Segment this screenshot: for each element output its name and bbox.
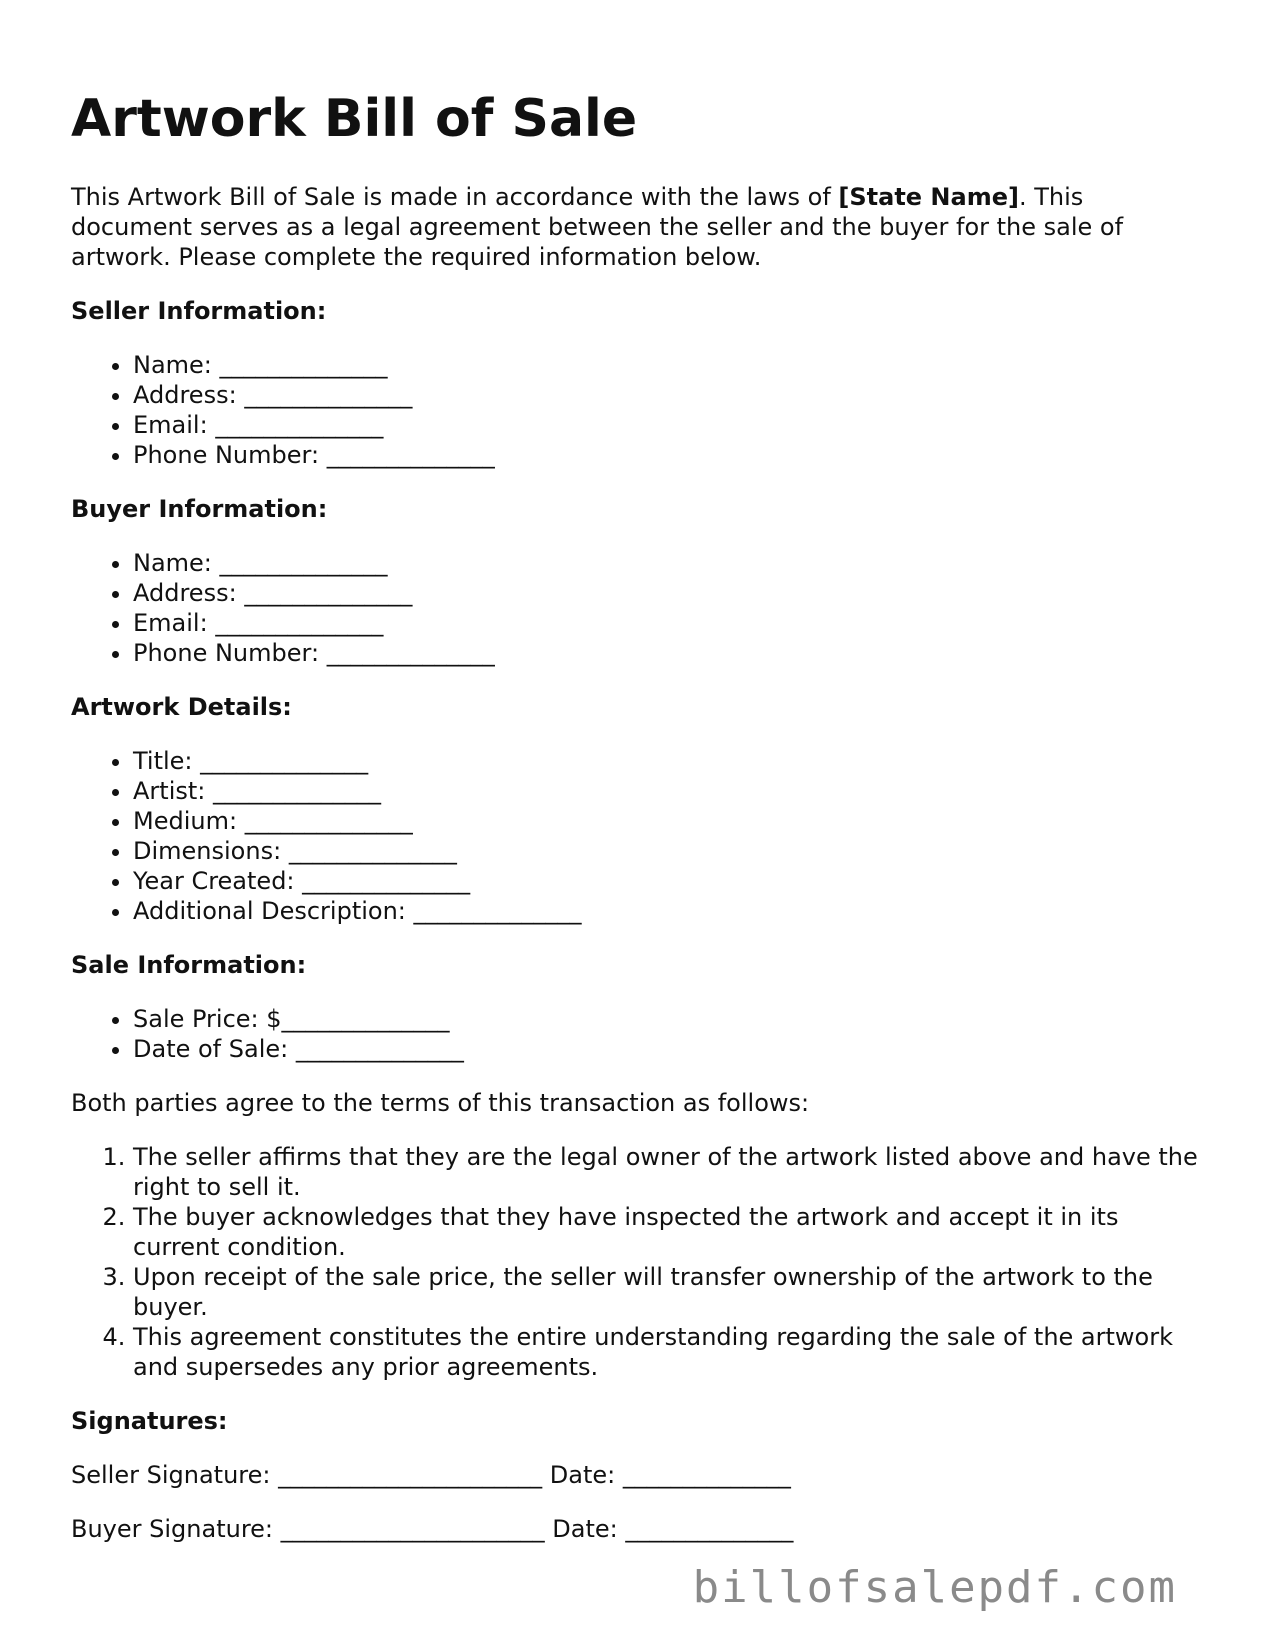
seller-date-blank[interactable]: ______________ — [622, 1461, 791, 1489]
artwork-dimensions-blank[interactable]: ______________ — [288, 837, 457, 865]
buyer-signature-blank[interactable]: ______________________ — [280, 1515, 545, 1543]
artwork-description-blank[interactable]: ______________ — [413, 897, 582, 925]
artwork-description-field: • Additional Description: ______________ — [133, 896, 1211, 926]
artwork-medium-field: • Medium: ______________ — [133, 806, 1211, 836]
seller-phone-blank[interactable]: ______________ — [326, 441, 495, 469]
document-page — [71, 84, 1211, 1568]
term-item: 2. The buyer acknowledges that they have inspected the artwork and accept it in its current condition. — [133, 1202, 1211, 1262]
artwork-title-field: • Title: ______________ — [133, 746, 1211, 776]
seller-signature-line: Seller Signature: ______________________ Date: ______________ — [71, 1461, 791, 1489]
buyer-address-field: • Address: ______________ — [133, 578, 1211, 608]
buyer-phone-field: • Phone Number: ______________ — [133, 638, 1211, 668]
terms-lead: Both parties agree to the terms of this transaction as follows: — [71, 1089, 810, 1117]
artwork-artist-field: • Artist: ______________ — [133, 776, 1211, 806]
buyer-email-blank[interactable]: ______________ — [215, 609, 384, 637]
artwork-dimensions-field: • Dimensions: ______________ — [133, 836, 1211, 866]
term-item: 4. This agreement constitutes the entire understanding regarding the sale of the artwork and supersedes any prior agreements. — [133, 1322, 1211, 1382]
artwork-year-blank[interactable]: ______________ — [302, 867, 471, 895]
buyer-heading: Buyer Information: — [71, 495, 328, 523]
intro-text-before: This Artwork Bill of Sale is made in accordance with the laws of — [71, 183, 839, 211]
buyer-address-blank[interactable]: ______________ — [244, 579, 413, 607]
sale-fields — [71, 1004, 1211, 1064]
artwork-year-field: • Year Created: ______________ — [133, 866, 1211, 896]
seller-email-blank[interactable]: ______________ — [215, 411, 384, 439]
site-watermark: billofsalepdf.com — [692, 1562, 1177, 1613]
buyer-email-field: • Email: ______________ — [133, 608, 1211, 638]
buyer-phone-blank[interactable]: ______________ — [326, 639, 495, 667]
seller-fields — [71, 350, 1211, 470]
seller-heading: Seller Information: — [71, 297, 327, 325]
sale-date-blank[interactable]: ______________ — [295, 1035, 464, 1063]
artwork-title-blank[interactable]: ______________ — [200, 747, 369, 775]
sale-date-field: • Date of Sale: ______________ — [133, 1034, 1211, 1064]
signatures-heading: Signatures: — [71, 1407, 228, 1435]
intro-paragraph — [71, 182, 1211, 272]
intro-text-after: . This document serves as a legal agreement between the seller and the buyer for the sale of artwork. Please complete the required information below. — [71, 183, 1124, 271]
seller-address-field: • Address: ______________ — [133, 380, 1211, 410]
artwork-fields — [71, 746, 1211, 926]
term-item: 3. Upon receipt of the sale price, the seller will transfer ownership of the artwork to the buyer. — [133, 1262, 1211, 1322]
buyer-date-blank[interactable]: ______________ — [625, 1515, 794, 1543]
buyer-name-field: • Name: ______________ — [133, 548, 1211, 578]
buyer-signature-line: Buyer Signature: ______________________ Date: ______________ — [71, 1515, 794, 1543]
seller-phone-field: • Phone Number: ______________ — [133, 440, 1211, 470]
term-item: 1. The seller affirms that they are the legal owner of the artwork listed above and have the right to sell it. — [133, 1142, 1211, 1202]
sale-heading: Sale Information: — [71, 951, 307, 979]
document-title: Artwork Bill of Sale — [71, 89, 638, 149]
seller-name-field: • Name: ______________ — [133, 350, 1211, 380]
state-name-placeholder: [State Name] — [838, 183, 1019, 211]
buyer-name-blank[interactable]: ______________ — [219, 549, 388, 577]
buyer-fields — [71, 548, 1211, 668]
artwork-medium-blank[interactable]: ______________ — [244, 807, 413, 835]
sale-price-field: • Sale Price: $______________ — [133, 1004, 1211, 1034]
sale-price-blank[interactable]: ______________ — [281, 1005, 450, 1033]
seller-address-blank[interactable]: ______________ — [244, 381, 413, 409]
seller-email-field: • Email: ______________ — [133, 410, 1211, 440]
seller-signature-blank[interactable]: ______________________ — [278, 1461, 543, 1489]
terms-list — [71, 1142, 1211, 1382]
seller-name-blank[interactable]: ______________ — [219, 351, 388, 379]
artwork-heading: Artwork Details: — [71, 693, 292, 721]
artwork-artist-blank[interactable]: ______________ — [213, 777, 382, 805]
